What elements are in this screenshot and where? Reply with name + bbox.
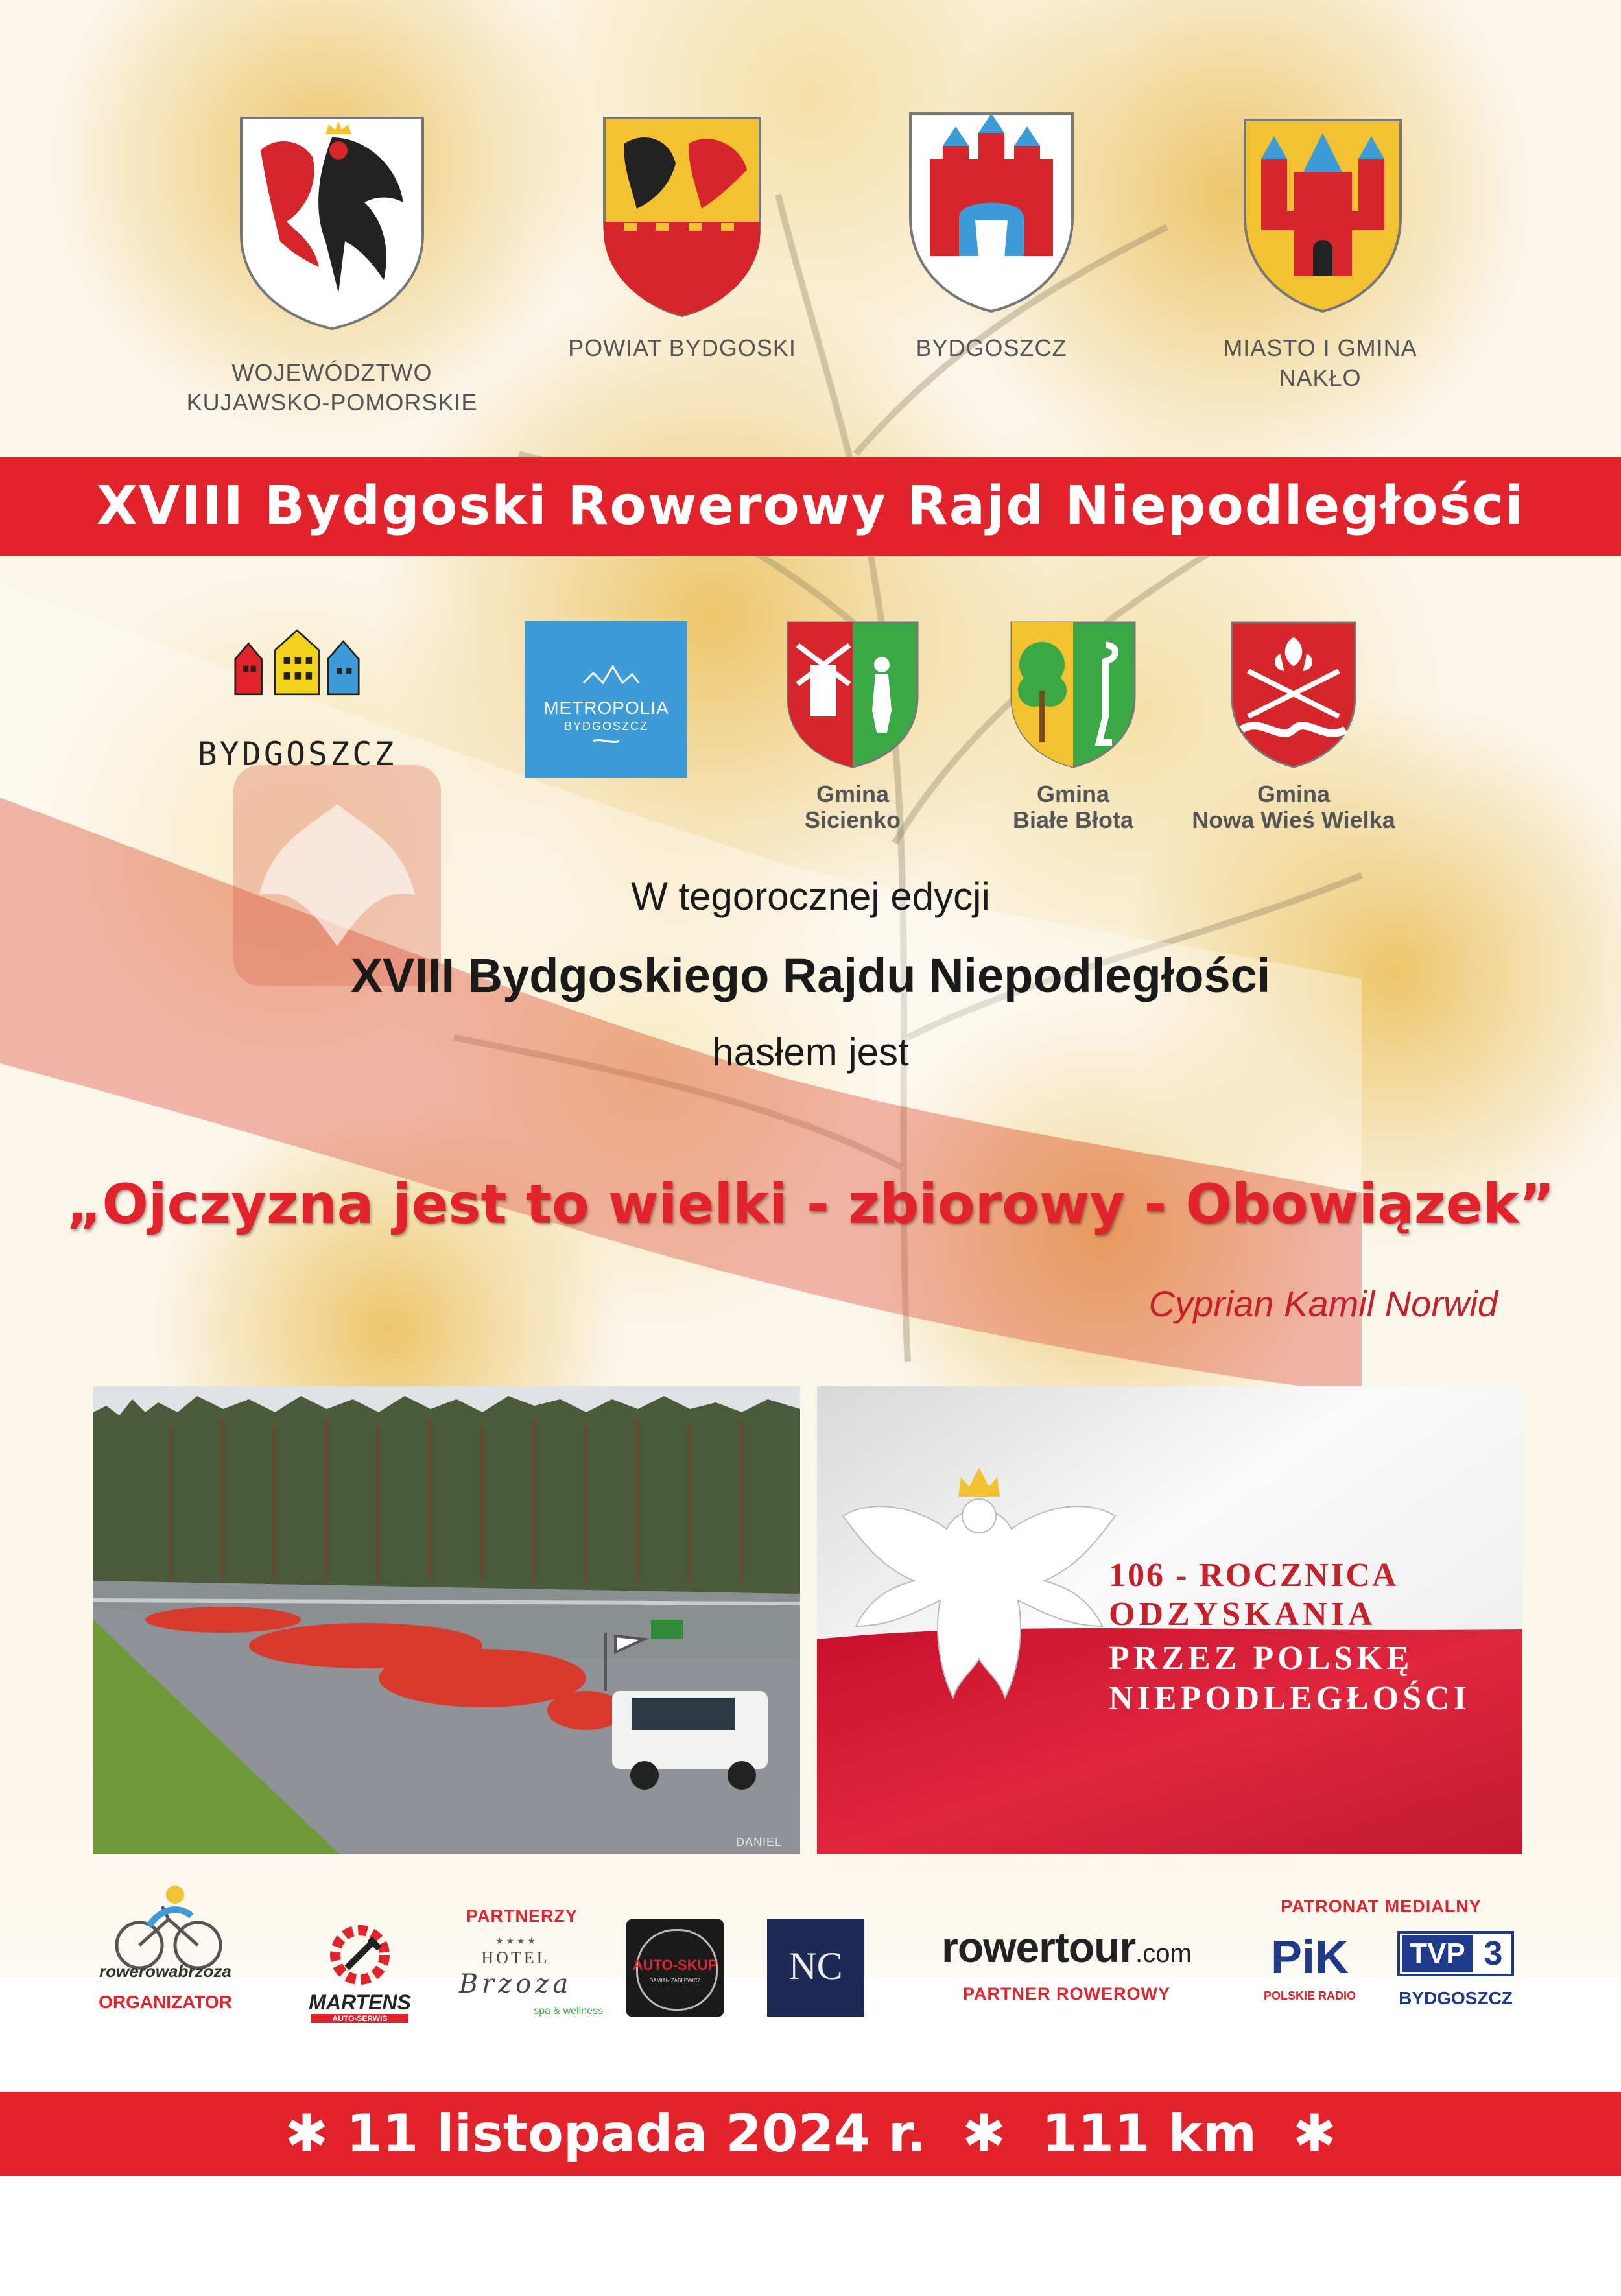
photo-credit: DANIEL [735, 1836, 782, 1849]
anniversary-line-3: PRZEZ POLSKĘ [1109, 1640, 1414, 1677]
autoskup-logo [626, 1919, 724, 2017]
anniversary-flag-panel [817, 1386, 1522, 1854]
pik-sub: POLSKIE RADIO [1263, 1989, 1356, 2002]
intro-line-2: XVIII Bydgoskiego Rajdu Niepodległości [350, 949, 1271, 1002]
crest-gmina-biale-blota [1008, 619, 1138, 768]
organizer-logo [78, 1880, 253, 2030]
crest-naklo [1238, 113, 1407, 314]
crest-gmina-nowa-wies-wielka [1229, 619, 1358, 768]
metropolia-subtitle: BYDGOSZCZ [563, 720, 648, 733]
crest-label-bydgoszcz: BYDGOSZCZ [916, 335, 1067, 361]
gmina-label-biale-blota: Gmina Białe Błota [1012, 781, 1134, 833]
autoskup-name: AUTO-SKUP [632, 1957, 718, 1973]
crest-bydgoszcz [904, 107, 1079, 314]
crest-gmina-sicienko [785, 619, 921, 768]
nc-logo [767, 1919, 864, 2017]
anniversary-line-4: NIEPODLEGŁOŚCI [1109, 1680, 1471, 1717]
metropolia-logo [525, 621, 687, 778]
organizer-name: rowerowabrzoza [99, 1961, 231, 1981]
gmina-label-sicienko: Gmina Sicienko [804, 781, 901, 833]
tvp-sub: BYDGOSZCZ [1399, 1988, 1513, 2008]
rowertour-logo [917, 1916, 1216, 2007]
tvp3-logo [1394, 1931, 1517, 2015]
media-heading: PATRONAT MEDIALNY [1281, 1897, 1482, 1916]
bydgoszcz-city-logo [167, 624, 427, 786]
bydgoszcz-logo-text: BYDGOSZCZ [197, 735, 397, 773]
autoskup-sub: DAMIAN ZABŁEWICZ [649, 1978, 701, 1983]
header-banner: XVIII Bydgoski Rowerowy Rajd Niepodległości [0, 457, 1621, 556]
intro-line-3: hasłem jest [712, 1030, 909, 1074]
crest-powiat-bydgoski [598, 112, 766, 319]
rowertour-name: rowertour [941, 1923, 1136, 1971]
anniversary-line-2: ODZYSKANIA [1109, 1596, 1377, 1633]
footer-banner: ✱ 11 listopada 2024 r. ✱ 111 km ✱ [0, 2092, 1621, 2176]
pik-radio-logo [1255, 1931, 1365, 2015]
hotel-word: HOTEL [481, 1948, 550, 1967]
nc-text: NC [788, 1945, 843, 1987]
motto-author: Cyprian Kamil Norwid [1148, 1283, 1498, 1324]
rowertour-label: PARTNER ROWEROWY [963, 1984, 1170, 2004]
anniversary-line-1: 106 - ROCZNICA [1109, 1557, 1399, 1594]
hotel-stars: ★ ★ ★ ★ [495, 1935, 536, 1946]
pik-name: PiK [1270, 1932, 1349, 1983]
metropolia-title: METROPOLIA [543, 698, 669, 718]
gmina-label-nowa-wies-wielka: Gmina Nowa Wieś Wielka [1192, 781, 1395, 833]
hotel-brzoza-logo [428, 1935, 603, 2026]
martens-sub: AUTO-SERWIS [311, 2014, 408, 2023]
crest-label-powiat-bydgoski: POWIAT BYDGOSKI [568, 335, 796, 361]
tvp-name: TVP [1402, 1935, 1473, 1972]
intro-line-1: W tegorocznej edycji [631, 875, 990, 918]
hotel-name: Brzoza [458, 1969, 573, 1999]
crest-kujawsko-pomorskie [235, 112, 429, 332]
crest-label-kujawsko-pomorskie: WOJEWÓDZTWO KUJAWSKO-POMORSKIE [186, 359, 478, 416]
tvp-number: 3 [1484, 1935, 1503, 1972]
martens-logo [302, 1919, 418, 2023]
martens-name: MARTENS [309, 1991, 411, 2014]
motto-quote: „Ojczyzna jest to wielki - zbiorowy - Obowiązek” [66, 1172, 1555, 1236]
hotel-sub: spa & wellness [534, 2006, 603, 2017]
rowertour-domain: .com [1135, 1939, 1192, 1968]
crest-label-naklo: MIASTO I GMINA NAKŁO [1223, 335, 1417, 391]
partners-heading: PARTNERZY [466, 1906, 578, 1926]
organizer-label: ORGANIZATOR [99, 1992, 232, 2012]
cyclists-rally-photo [93, 1386, 800, 1854]
